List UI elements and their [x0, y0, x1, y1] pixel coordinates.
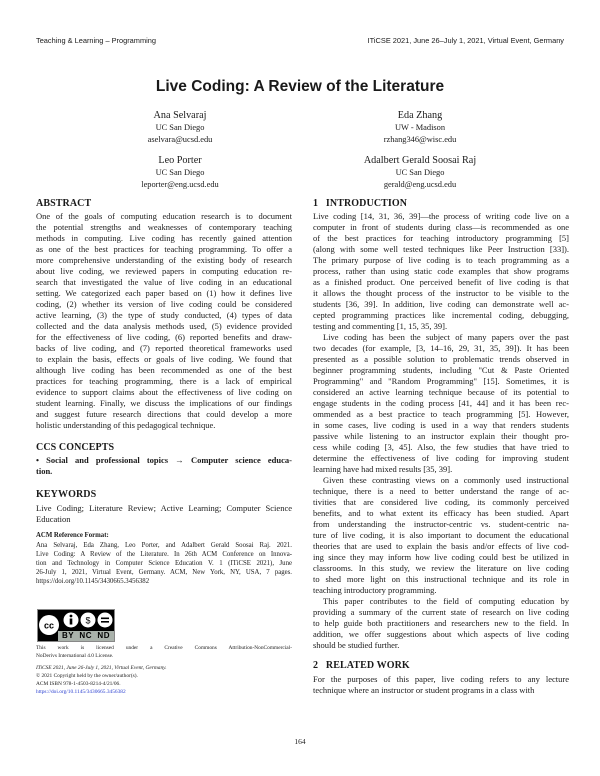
text-line: about live coding, we reviewed papers in computing education re-	[36, 266, 292, 276]
text-line: Programming" and "Random Programming" [15]. Sometimes, it is	[313, 376, 569, 386]
text-line: learning have had mixed results [35, 39].	[313, 464, 453, 474]
text-line: cepted programming practices like incremental coding, debugging,	[313, 310, 569, 320]
author-email[interactable]: gerald@eng.ucsd.edu	[383, 180, 457, 189]
author-email[interactable]: aselvara@ucsd.edu	[147, 135, 213, 144]
text-line: Live coding has been the subject of many papers over the past	[323, 332, 569, 342]
author-block	[300, 155, 540, 191]
author-email[interactable]: leporter@eng.ucsd.edu	[141, 180, 219, 189]
text-line: evidence to support claims about the effectiveness of live coding on	[36, 387, 292, 397]
text-line: coding, (2) whether its version of live coding could be considered	[36, 299, 292, 309]
text-line: students [36, 39]. In addition, live coding can demonstrate well ac-	[313, 299, 569, 309]
author-block	[60, 155, 300, 191]
text-line: process, rather than using static code examples that show programs	[313, 266, 569, 276]
related-work-text	[313, 674, 569, 696]
text-line: cess while coding [3, 45]. Also, the few studies that have tried to	[313, 442, 569, 452]
text-line: beginner programming students, including "Cut & Paste Oriented	[313, 365, 569, 375]
author-name: Leo Porter	[158, 155, 202, 166]
ccs-heading: CCS CONCEPTS	[36, 442, 115, 453]
author-affiliation: UC San Diego	[155, 123, 205, 132]
text-line: theories that are used to explain the basis and/or effects of live cod-	[313, 541, 569, 551]
text-line: Live coding [14, 31, 36, 39]—the process of writing code live on a	[313, 211, 569, 221]
keywords-text	[36, 503, 292, 525]
text-line: addition, we offer suggestions about which aspects of live coding	[313, 629, 569, 639]
text-line: • Social and professional topics → Computer science educa-	[36, 455, 292, 465]
acm-reference-text	[36, 542, 292, 587]
abstract-heading: ABSTRACT	[36, 198, 92, 209]
author-email[interactable]: rzhang346@wisc.edu	[383, 135, 457, 144]
author-block	[60, 110, 300, 146]
text-line: This paper contributes to the field of computing education by	[323, 596, 569, 606]
text-line: considered an active learning technique because of its potential to	[313, 387, 569, 397]
text-line: ture of live coding, it is also important to document the educational	[313, 530, 569, 540]
text-line: collected and the data analysis methods used, (5) evidence provided	[36, 321, 292, 331]
svg-text:cc: cc	[43, 620, 55, 631]
text-line: providing a summary of the current state of research on live coding	[313, 607, 569, 617]
paragraph	[313, 211, 569, 332]
related-work-heading: 2 RELATED WORK	[313, 660, 410, 671]
text-line: testing and commenting [1, 15, 35, 39].	[313, 321, 448, 331]
text-line: tion and Technology in Computer Science Education V. 1 (ITiCSE 2021), June	[36, 559, 292, 567]
text-line: Live Coding; Literature Review; Active Learning; Computer Science	[36, 503, 292, 513]
introduction-heading: 1 INTRODUCTION	[313, 198, 408, 209]
text-line: setting. We categorized each paper based on (1) how it defines live	[36, 288, 292, 298]
text-line: for the effectiveness of live coding, (6) reported benefits and draw-	[36, 332, 292, 342]
conference-info: ITiCSE 2021, June 26-July 1, 2021, Virtual Event, Germany.	[36, 665, 167, 671]
text-line: For the purposes of this paper, live coding refers to any lecture	[313, 674, 569, 684]
text-line: as one of the best practices for teaching programming. To offer a	[36, 244, 292, 254]
text-line: the potential strengths and weaknesses of contemporary teaching	[36, 222, 292, 232]
author-name: Eda Zhang	[397, 110, 443, 121]
svg-text:$: $	[85, 615, 91, 626]
text-line: it allows the thought process of the instructor to be visible to the	[313, 288, 569, 298]
text-line: and suggest future research directions that could develop a more	[36, 409, 292, 419]
text-line: tivities that are considered live coding, its commonly perceived	[313, 497, 569, 507]
text-line: to explain the basis, effects or goals of live coding. We found that	[36, 354, 292, 364]
text-line: ommended as a best practice to teach programming [5]. However,	[313, 409, 569, 419]
author-name: Adalbert Gerald Soosai Raj	[363, 155, 477, 166]
keywords-heading: KEYWORDS	[36, 489, 97, 500]
text-line: to shed more light on this instructional technique and its role in	[313, 574, 569, 584]
text-line: of the best practices for teaching introductory programming [5]	[313, 233, 569, 243]
introduction-text	[313, 211, 569, 651]
abstract-text	[36, 211, 292, 431]
author-affiliation: UC San Diego	[395, 168, 445, 177]
isbn: ACM ISBN 978-1-4503-8214-4/21/06.	[36, 681, 121, 687]
text-line: search that investigated the value of live coding in an educational	[36, 277, 292, 287]
text-line: tion.	[36, 466, 53, 476]
text-line: student learning. Finally, we discuss the implications of our findings	[36, 398, 292, 408]
text-line: Education	[36, 514, 71, 524]
text-line: https://doi.org/10.1145/3430665.3456382	[36, 577, 150, 585]
text-line: NoDerivs International 4.0 License.	[36, 653, 114, 659]
text-line: holistic understanding of this pedagogical technique.	[36, 420, 216, 430]
text-line: practices for teaching programming, there is a lack of empirical	[36, 376, 292, 386]
text-line: technique where an instructor or student programs in a class with	[313, 685, 535, 695]
text-line: ing since they may inform how live coding could best be utilized in	[313, 552, 569, 562]
text-line: One of the goals of computing education research is to document	[36, 211, 292, 221]
text-line: computer in front of students during class—is recommended as one	[313, 222, 569, 232]
text-line: two decades (for example, [3, 14–16, 29, 31, 35, 39]). It has been	[313, 343, 569, 353]
text-line: to help guide both practitioners and researchers new to the field. In	[313, 618, 569, 628]
text-line: backs of live coding, and (7) reported theoretical frameworks used	[36, 343, 292, 353]
text-line: more comprehensive understanding of the existing body of research	[36, 255, 292, 265]
text-line: classrooms. In this study, we review the literature on live coding	[313, 563, 569, 573]
text-line: (along with some well tested techniques like Peer Instruction [33]).	[313, 244, 569, 254]
text-line: engage students in the coding process [41, 44] and it has been rec-	[313, 398, 569, 408]
text-line: in some cases, live coding is used in a way that renders students	[313, 420, 569, 430]
text-line: active learning, (3) the type of study conducted, (4) types of data	[36, 310, 292, 320]
paper-title: Live Coding: A Review of the Literature	[155, 78, 445, 95]
text-line: passive while listening to an instructor explain their thought pro-	[313, 431, 569, 441]
text-line: should be studied further.	[313, 640, 400, 650]
creative-commons-badge	[37, 609, 115, 642]
acm-reference-heading: ACM Reference Format:	[36, 532, 109, 539]
paragraph	[313, 596, 569, 651]
text-line: The primary purpose of live coding is to teach programming as a	[313, 255, 569, 265]
license-text	[36, 644, 292, 660]
text-line: determine the effectiveness of live coding for improving student	[313, 453, 569, 463]
running-header-left: Teaching & Learning – Programming	[36, 36, 156, 45]
text-line: benefits, and to what extent its efficacy has been studied. Apart	[313, 508, 569, 518]
text-line: as a finished product. One perceived benefit of live coding is that	[313, 277, 569, 287]
ccs-text	[36, 455, 292, 477]
text-line: Given these contrasting views on a commonly used instructional	[323, 475, 569, 485]
text-line: Ana Selvaraj, Eda Zhang, Leo Porter, and Adalbert Gerald Soosai Raj. 2021.	[36, 542, 292, 549]
text-line: although live coding has been recommended as one of the best	[36, 365, 292, 375]
text-line: from understanding the instructor-centric vs. student-centric na-	[313, 519, 569, 529]
text-line: This work is licensed under a Creative Commons Attribution-NonCommercial-	[36, 645, 292, 651]
cc-badge-text: BY NC ND	[58, 631, 114, 641]
paragraph	[313, 332, 569, 475]
author-affiliation: UC San Diego	[155, 168, 205, 177]
text-line: 26-July 1, 2021, Virtual Event, Germany. ACM, New York, NY, USA, 7 pages.	[36, 568, 292, 576]
author-affiliation: UW - Madison	[394, 123, 446, 132]
running-header-right: ITiCSE 2021, June 26–July 1, 2021, Virtual Event, Germany	[367, 36, 564, 45]
text-line: methods in computing. Live coding has recently gained attention	[36, 233, 292, 243]
text-line: teaching introductory programming.	[313, 585, 437, 595]
paragraph	[313, 475, 569, 596]
doi-link[interactable]: https://doi.org/10.1145/3430665.3456382	[36, 689, 126, 695]
text-line: technique, there is a need to better understand the range of ac-	[313, 486, 569, 496]
author-block	[300, 110, 540, 146]
page-number: 164	[294, 737, 306, 746]
text-line: presented as a possible solution to problematic trends observed in	[313, 354, 569, 364]
text-line: Live Coding: A Review of the Literature. In 26th ACM Conference on Innova-	[36, 550, 292, 558]
copyright: © 2021 Copyright held by the owner/author(s).	[36, 673, 138, 679]
author-name: Ana Selvaraj	[153, 110, 207, 121]
